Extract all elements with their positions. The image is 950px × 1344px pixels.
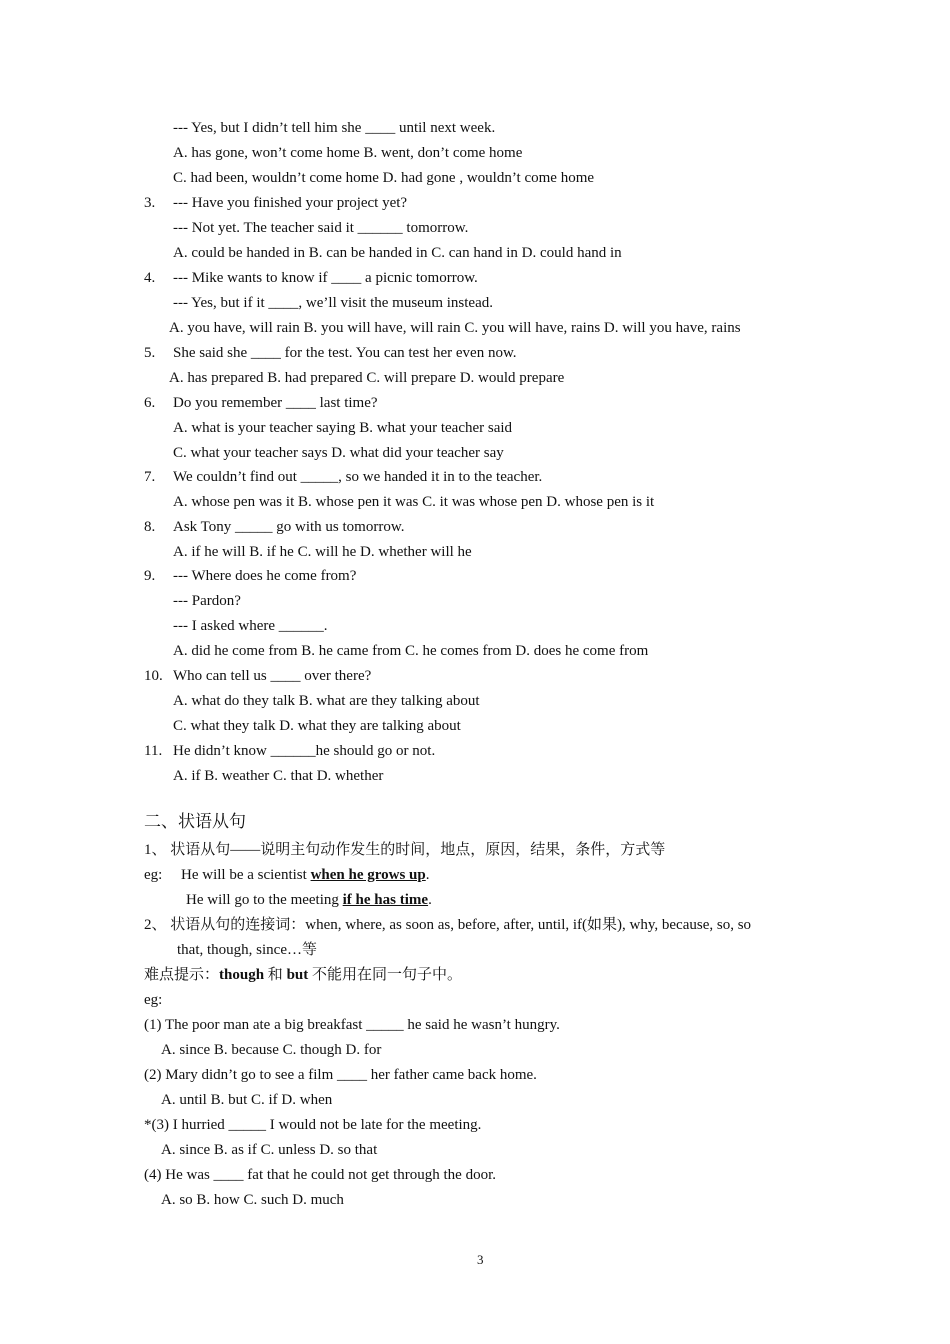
question-number: 10. [144, 668, 163, 684]
question-number: 11. [144, 743, 163, 759]
tip-text: 难点提示： [144, 967, 220, 983]
section-heading: 二、状语从句 [144, 812, 246, 831]
options-line: A. if B. weather C. that D. whether [173, 768, 384, 784]
exercise-stem: *(3) I hurried _____ I would not be late for the meeting. [144, 1117, 482, 1133]
eg-label: eg: [144, 992, 163, 1008]
keyword-though: though [219, 967, 265, 983]
question-number: 4. [144, 270, 156, 286]
dialog-line: --- Yes, but I didn’t tell him she ____ until next week. [173, 120, 496, 136]
exercise-stem: (4) He was ____ fat that he could not get through the door. [144, 1167, 497, 1183]
conjunction-list: 2、 状语从句的连接词：when, where, as soon as, before, after, until, if(如果), why, because, so, so [144, 917, 752, 933]
dialog-line: --- Not yet. The teacher said it ______ tomorrow. [173, 220, 469, 236]
example-text: He will go to the meeting [186, 892, 343, 908]
options-line: A. so B. how C. such D. much [161, 1192, 344, 1208]
question-stem: --- Mike wants to know if ____ a picnic tomorrow. [173, 270, 478, 286]
options-line: A. since B. as if C. unless D. so that [161, 1142, 378, 1158]
question-number: 9. [144, 568, 156, 584]
options-line: A. what do they talk B. what are they talking about [173, 693, 480, 709]
exercise-stem: (2) Mary didn’t go to see a film ____ her father came back home. [144, 1067, 537, 1083]
tip-line [144, 966, 462, 984]
definition-line: 1、 状语从句——说明主句动作发生的时间，地点，原因，结果，条件，方式等 [144, 842, 666, 858]
dialog-line: --- Yes, but if it ____, we’ll visit the museum instead. [173, 295, 493, 311]
options-line: A. if he will B. if he C. will he D. whether will he [173, 544, 472, 560]
dialog-line: --- Pardon? [173, 593, 241, 609]
options-line: A. until B. but C. if D. when [161, 1092, 333, 1108]
question-number: 3. [144, 195, 156, 211]
tip-text: 和 [264, 967, 287, 983]
options-line: C. what they talk D. what they are talking about [173, 718, 461, 734]
question-stem: Do you remember ____ last time? [173, 395, 378, 411]
example-sentence [186, 891, 432, 909]
underlined-clause: if he has time [342, 892, 429, 908]
options-line: C. had been, wouldn’t come home D. had gone , wouldn’t come home [173, 170, 595, 186]
tip-text: 不能用在同一句子中。 [308, 967, 463, 983]
question-stem: Who can tell us ____ over there? [173, 668, 372, 684]
example-text: He will be a scientist [181, 867, 311, 883]
page-number: 3 [477, 1252, 484, 1267]
options-line: A. did he come from B. he came from C. he comes from D. does he come from [173, 643, 649, 659]
options-line: C. what your teacher says D. what did your teacher say [173, 445, 504, 461]
example-sentence [181, 866, 429, 884]
options-line: A. could be handed in B. can be handed in C. can hand in D. could hand in [173, 245, 622, 261]
underlined-clause: when he grows up [310, 867, 426, 883]
eg-label: eg: [144, 867, 163, 883]
question-number: 6. [144, 395, 156, 411]
question-number: 8. [144, 519, 156, 535]
question-number: 7. [144, 469, 156, 485]
options-line: A. whose pen was it B. whose pen it was C. it was whose pen D. whose pen is it [173, 494, 655, 510]
question-stem: --- Have you finished your project yet? [173, 195, 408, 211]
options-line: A. since B. because C. though D. for [161, 1042, 382, 1058]
question-stem: Ask Tony _____ go with us tomorrow. [173, 519, 405, 535]
question-stem: She said she ____ for the test. You can test her even now. [173, 345, 517, 361]
options-line: A. has prepared B. had prepared C. will prepare D. would prepare [169, 370, 565, 386]
options-line: A. you have, will rain B. you will have, will rain C. you will have, rains D. will you have, rains [169, 320, 741, 336]
example-text: . [425, 867, 430, 883]
options-line: A. what is your teacher saying B. what your teacher said [173, 420, 513, 436]
question-stem: --- Where does he come from? [173, 568, 357, 584]
dialog-line: --- I asked where ______. [173, 618, 328, 634]
conjunction-list-cont: that, though, since…等 [177, 942, 317, 958]
keyword-but: but [286, 967, 309, 983]
question-stem: We couldn’t find out _____, so we handed it in to the teacher. [173, 469, 543, 485]
question-number: 5. [144, 345, 156, 361]
options-line: A. has gone, won’t come home B. went, don’t come home [173, 145, 523, 161]
exercise-stem: (1) The poor man ate a big breakfast _____ he said he wasn’t hungry. [144, 1017, 560, 1033]
question-stem: He didn’t know ______he should go or not. [173, 743, 436, 759]
example-text: . [428, 892, 432, 908]
